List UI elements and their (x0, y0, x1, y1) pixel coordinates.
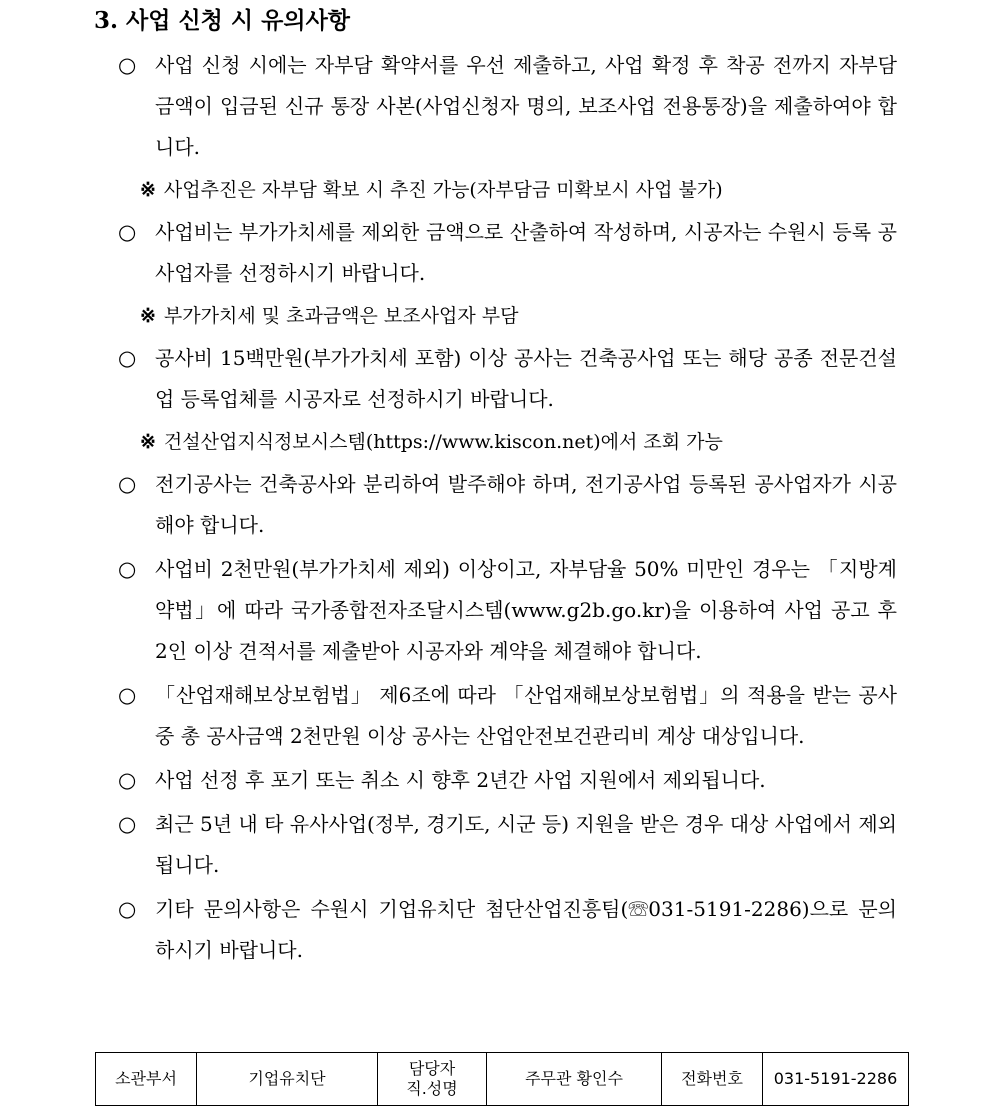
item-text: 사업 선정 후 포기 또는 취소 시 향후 2년간 사업 지원에서 제외됩니다. (155, 768, 766, 792)
circle-bullet-icon: ○ (118, 683, 137, 707)
reference-mark-icon: ※ (140, 179, 156, 201)
list-item (0, 464, 992, 546)
dept-value: 기업유치단 (197, 1053, 378, 1106)
note (140, 171, 900, 209)
list-item (0, 338, 992, 420)
list-item (0, 675, 992, 757)
list-item (0, 212, 992, 294)
circle-bullet-icon: ○ (118, 812, 137, 836)
phone-label: 전화번호 (662, 1053, 763, 1106)
manager-label (378, 1053, 487, 1106)
item-text: 사업비는 부가가치세를 제외한 금액으로 산출하여 작성하며, 시공자는 수원시 등록 공사업자를 선정하시기 바랍니다. (155, 220, 897, 285)
manager-value: 주무관 황인수 (487, 1053, 662, 1106)
list-item (0, 889, 992, 971)
reference-mark-icon: ※ (140, 431, 156, 453)
note (140, 423, 900, 461)
note-text: 건설산업지식정보시스템(https://www.kiscon.net)에서 조회 가능 (163, 431, 723, 453)
item-text: 사업비 2천만원(부가가치세 제외) 이상이고, 자부담율 50% 미만인 경우는 「지방계약법」에 따라 국가종합전자조달시스템(www.g2b.go.kr)을 이용하여 사업 공고 후 2인 이상 견적서를 제출받아 시공자와 계약을 체결해야 합니다. (155, 557, 897, 663)
list-item (0, 549, 992, 672)
item-text: 「산업재해보상보험법」 제6조에 따라 「산업재해보상보험법」의 적용을 받는 공사 중 총 공사금액 2천만원 이상 공사는 산업안전보건관리비 계상 대상입니다. (155, 683, 897, 748)
contact-table (95, 1052, 909, 1106)
list-item (0, 804, 992, 886)
circle-bullet-icon: ○ (118, 472, 137, 496)
circle-bullet-icon: ○ (118, 346, 137, 370)
phone-value: 031-5191-2286 (763, 1053, 909, 1106)
item-text: 최근 5년 내 타 유사사업(정부, 경기도, 시군 등) 지원을 받은 경우 대상 사업에서 제외됩니다. (155, 812, 897, 877)
list-item (0, 760, 992, 801)
page-title: 3. 사업 신청 시 유의사항 (94, 7, 351, 34)
note (140, 297, 900, 335)
item-text: 기타 문의사항은 수원시 기업유치단 첨단산업진흥팀(☏031-5191-2286)으로 문의하시기 바랍니다. (155, 897, 897, 962)
circle-bullet-icon: ○ (118, 557, 137, 581)
manager-label-line1: 담당자 (408, 1059, 456, 1078)
item-text: 공사비 15백만원(부가가치세 포함) 이상 공사는 건축공사업 또는 해당 공종 전문건설업 등록업체를 시공자로 선정하시기 바랍니다. (155, 346, 897, 411)
note-text: 부가가치세 및 초과금액은 보조사업자 부담 (163, 305, 519, 327)
notice-list (0, 45, 992, 974)
circle-bullet-icon: ○ (118, 53, 137, 77)
list-item (0, 45, 992, 168)
table-row (96, 1053, 909, 1106)
circle-bullet-icon: ○ (118, 220, 137, 244)
circle-bullet-icon: ○ (118, 768, 137, 792)
manager-label-line2: 직.성명 (406, 1079, 458, 1098)
circle-bullet-icon: ○ (118, 897, 137, 921)
dept-label: 소관부서 (96, 1053, 197, 1106)
item-text: 사업 신청 시에는 자부담 확약서를 우선 제출하고, 사업 확정 후 착공 전까지 자부담 금액이 입금된 신규 통장 사본(사업신청자 명의, 보조사업 전용통장)을 제출하여야 합니다. (155, 53, 897, 159)
reference-mark-icon: ※ (140, 305, 156, 327)
item-text: 전기공사는 건축공사와 분리하여 발주해야 하며, 전기공사업 등록된 공사업자가 시공해야 합니다. (155, 472, 897, 537)
note-text: 사업추진은 자부담 확보 시 추진 가능(자부담금 미확보시 사업 불가) (163, 179, 723, 201)
